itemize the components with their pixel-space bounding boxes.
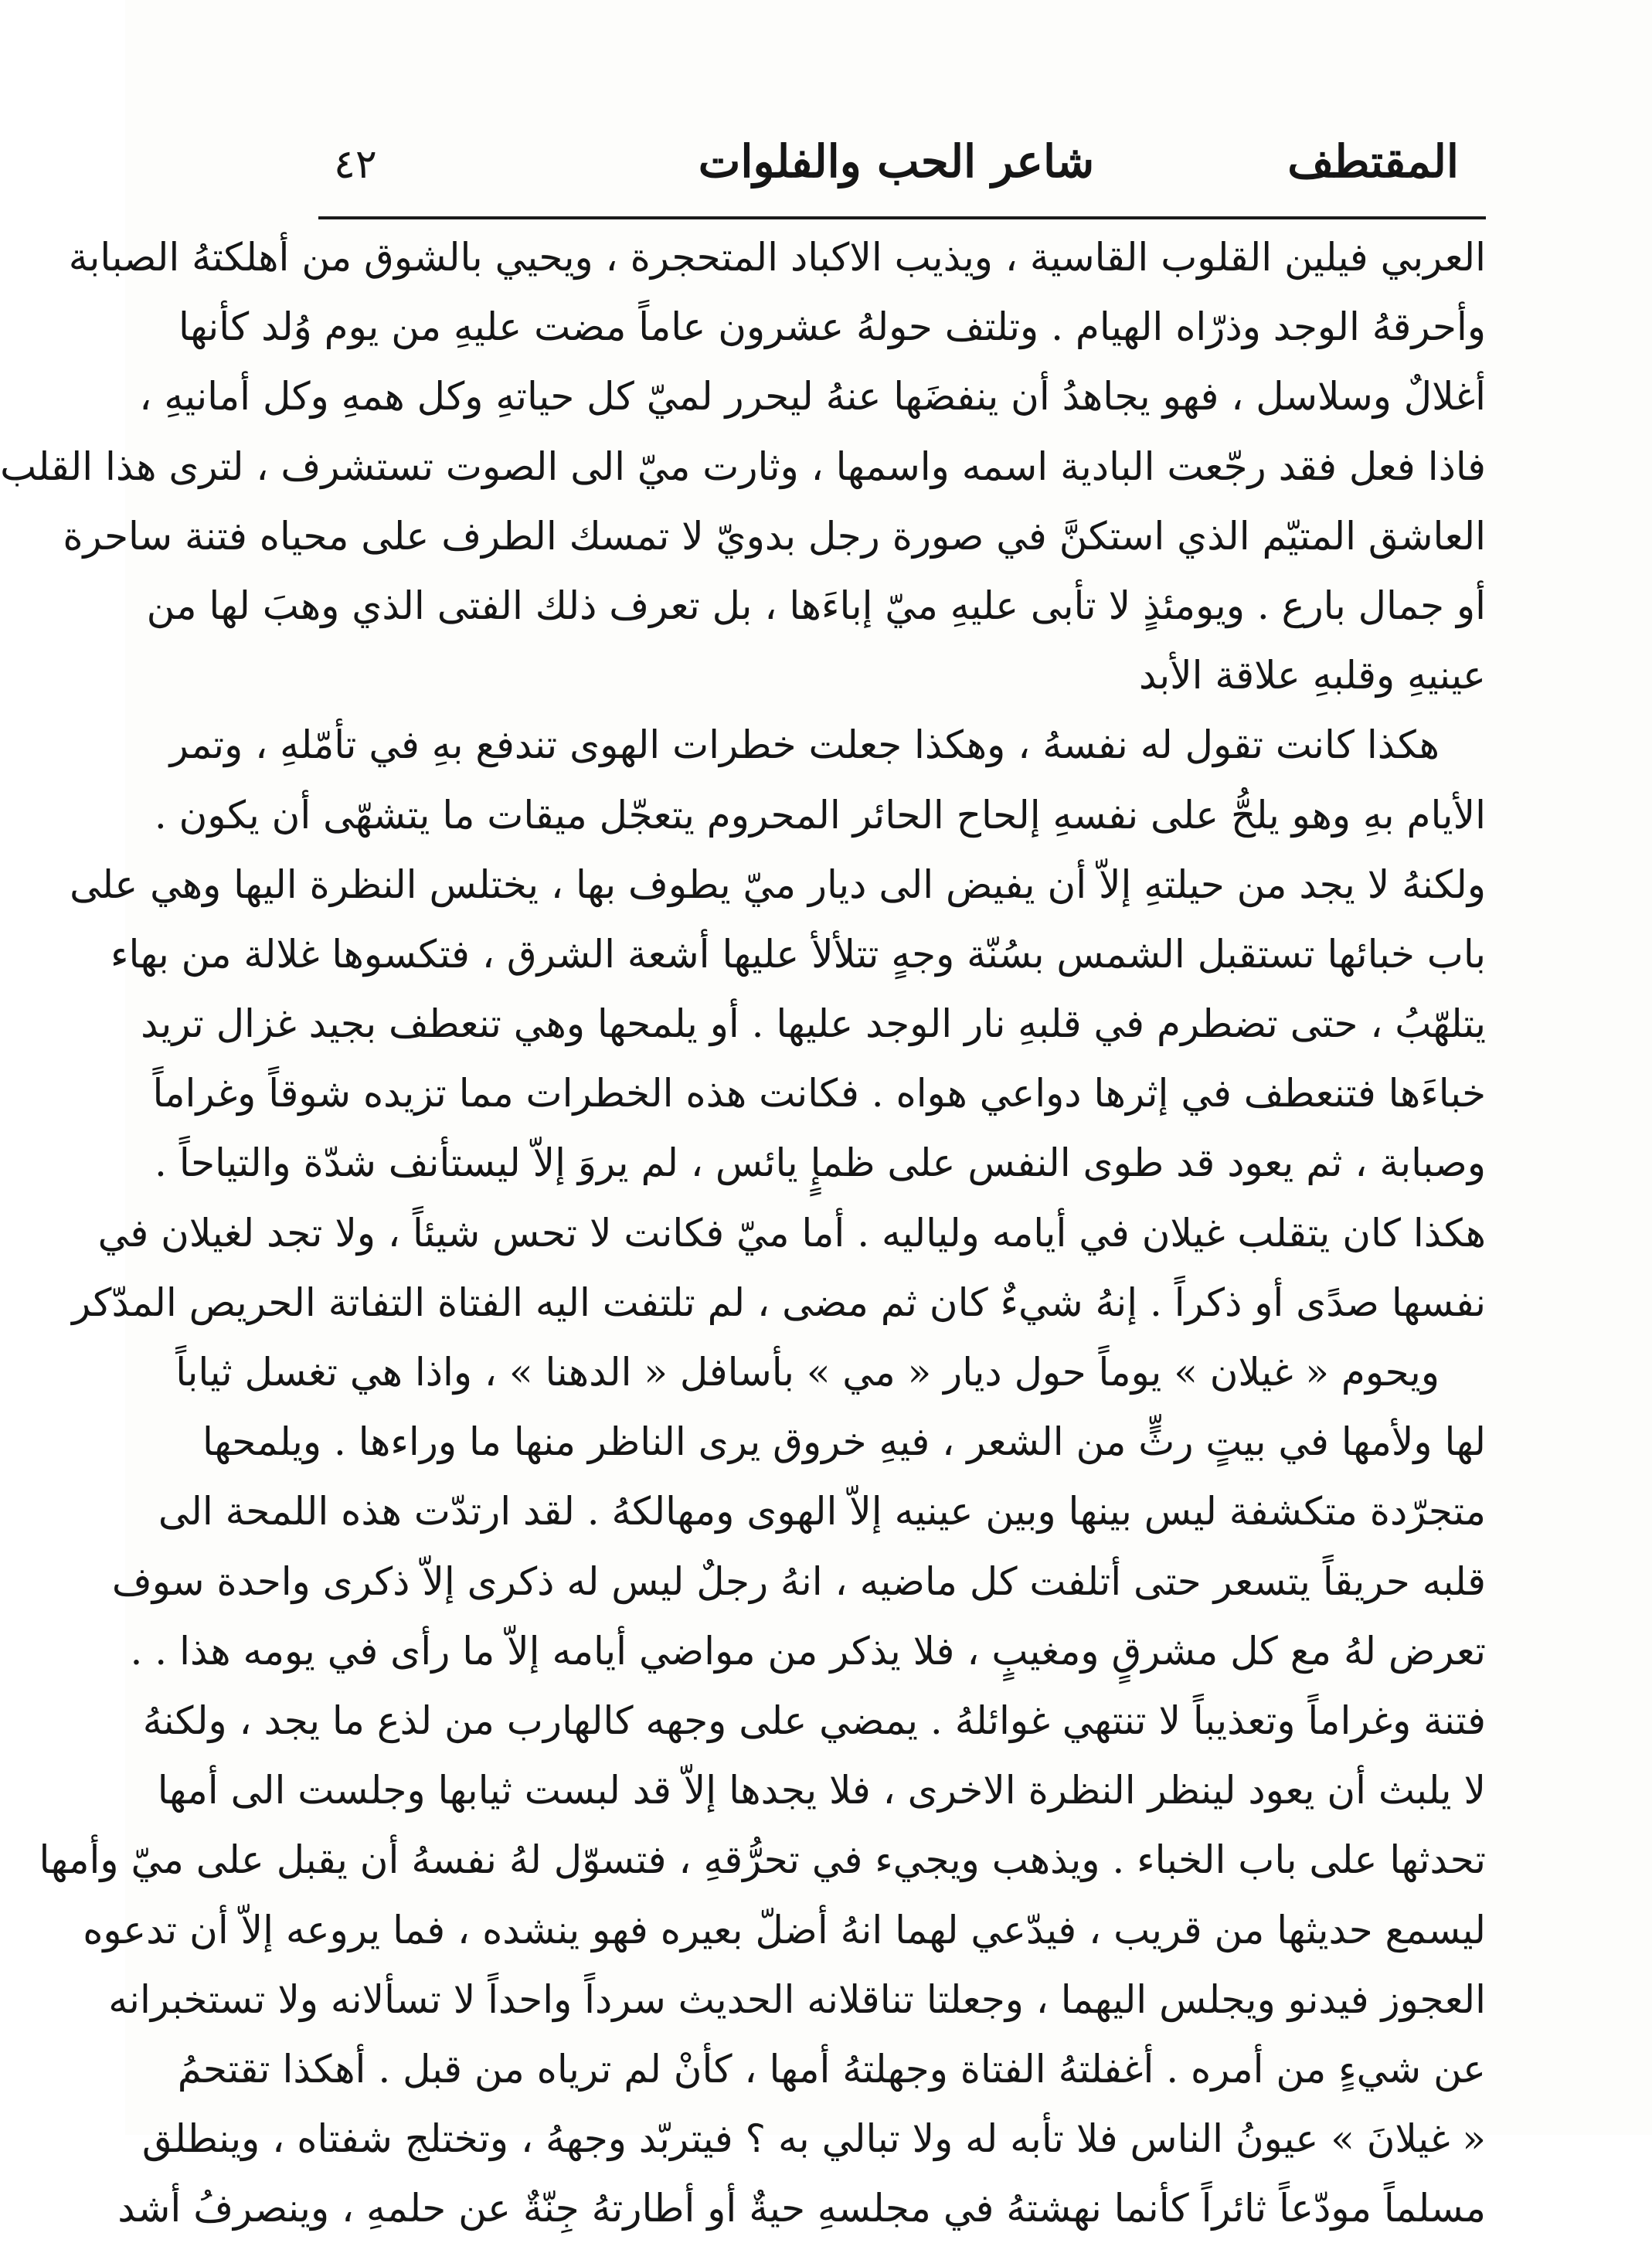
page-number: ٤٢ <box>334 141 377 188</box>
text-line: وأحرقهُ الوجد وذرّاه الهيام . وتلتف حولهُ عشرون عاماً مضت عليهِ من يوم وُلد كأنها <box>178 304 1486 350</box>
text-line: الأيام بهِ وهو يلحُّ على نفسهِ إلحاح الحائر المحروم يتعجّل ميقات ما يتشهّى أن يكون . <box>154 792 1486 838</box>
text-line: قلبه حريقاً يتسعر حتى أتلفت كل ماضيه ، انهُ رجلٌ ليس له ذكرى إلاّ ذكرى واحدة سوف <box>111 1558 1486 1604</box>
text-line: متجرّدة متكشفة ليس بينها وبين عينيه إلاّ الهوى ومهالكهُ . لقد ارتدّت هذه اللمحة الى <box>158 1489 1486 1534</box>
text-line: لا يلبث أن يعود لينظر النظرة الاخرى ، فلا يجدها إلاّ قد لبست ثيابها وجلست الى أمها <box>157 1768 1486 1813</box>
text-line: فاذا فعل فقد رجّعت البادية اسمه واسمها ، وثارت ميّ الى الصوت تستشرف ، لترى هذا القلب <box>0 444 1486 489</box>
text-line: هكذا كانت تقول له نفسهُ ، وهكذا جعلت خطرات الهوى تندفع بهِ في تأمّلهِ ، وتمر <box>169 722 1440 768</box>
text-line: تحدثها على باب الخباء . ويذهب ويجيء في تحرُّقهِ ، فتسوّل لهُ نفسهُ أن يقبل على ميّ وأمها <box>39 1837 1486 1883</box>
page-header <box>334 135 1459 205</box>
text-line: هكذا كان يتقلب غيلان في أيامه ولياليه . أما ميّ فكانت لا تحس شيئاً ، ولا تجد لغيلان في <box>97 1210 1486 1256</box>
text-line: ليسمع حديثها من قريب ، فيدّعي لهما انهُ أضلّ بعيره فهو ينشده ، فما يروعه إلاّ أن تدعوه <box>83 1907 1486 1952</box>
text-line: العربي فيلين القلوب القاسية ، ويذيب الاكباد المتحجرة ، ويحيي بالشوق من أهلكتهُ الصبابة <box>68 235 1486 280</box>
text-line: لها ولأمها في بيتٍ رثٍّ من الشعر ، فيهِ خروق يرى الناظر منها ما وراءها . ويلمحها <box>202 1419 1486 1465</box>
text-line: باب خبائها تستقبل الشمس بسُنّة وجهٍ تتلألأ عليها أشعة الشرق ، فتكسوها غلالة من بهاء <box>110 931 1486 977</box>
text-line: عن شيءٍ من أمره . أغفلتهُ الفتاة وجهلتهُ أمها ، كأنْ لم ترياه من قبل . أهكذا تقتحمُ <box>177 2046 1486 2092</box>
text-line: فتنة وغراماً وتعذيباً لا تنتهي غوائلهُ . يمضي على وجهه كالهارب من لذع ما يجد ، ولكنهُ <box>142 1698 1486 1743</box>
text-line: نفسها صدًى أو ذكراً . إنهُ شيءٌ كان ثم مضى ، لم تلتفت اليه الفتاة التفاتة الحريص المدّكر <box>72 1280 1486 1325</box>
text-line: « غيلانَ » عيونُ الناس فلا تأبه له ولا تبالي به ؟ فيتربّد وجههُ ، وتختلج شفتاه ، وينطلق <box>141 2116 1486 2162</box>
text-line: عينيهِ وقلبهِ علاقة الأبد <box>1138 653 1486 698</box>
text-line: وصبابة ، ثم يعود قد طوى النفس على ظمإٍ يائس ، لم يروَ إلاّ ليستأنف شدّة والتياحاً . <box>155 1140 1486 1186</box>
running-title: شاعر الحب والفلوات <box>698 135 1095 188</box>
text-line: ولكنهُ لا يجد من حيلتهِ إلاّ أن يفيض الى ديار ميّ يطوف بها ، يختلس النظرة اليها وهي على <box>70 862 1486 907</box>
text-line: أو جمال بارع . ويومئذٍ لا تأبى عليهِ ميّ إباءَها ، بل تعرف ذلك الفتى الذي وهبَ لها من <box>146 583 1486 628</box>
text-line: مسلماً مودّعاً ثائراً كأنما نهشتهُ في مجلسهِ حيةٌ أو أطارتهُ جِنّةٌ عن حلمهِ ، وينصرفُ أشد <box>117 2186 1486 2231</box>
header-rule <box>318 216 1486 219</box>
journal-name: المقتطف <box>1287 135 1459 188</box>
article-body <box>0 223 1486 2243</box>
text-line: يتلهّبُ ، حتى تضطرم في قلبهِ نار الوجد عليها . أو يلمحها وهي تنعطف بجيد غزال تريد <box>141 1001 1486 1047</box>
text-line: ويحوم « غيلان » يوماً حول ديار « مي » بأسافل « الدهنا » ، واذا هي تغسل ثياباً <box>175 1350 1440 1395</box>
text-line: العاشق المتيّم الذي استكنَّ في صورة رجل بدويّ لا تمسك الطرف على محياه فتنة ساحرة <box>63 513 1486 559</box>
text-line: العجوز فيدنو ويجلس اليهما ، وجعلتا تناقلانه الحديث سرداً واحداً لا تسألانه ولا تستخبرانه <box>108 1976 1486 2022</box>
text-line: أغلالٌ وسلاسل ، فهو يجاهدُ أن ينفضَها عنهُ ليحرر لميّ كل حياتهِ وكل همهِ وكل أمانيهِ ، <box>139 374 1486 420</box>
text-line: خباءَها فتنعطف في إثرها دواعي هواه . فكانت هذه الخطرات مما تزيده شوقاً وغراماً <box>152 1071 1486 1116</box>
text-line: تعرض لهُ مع كل مشرقٍ ومغيبٍ ، فلا يذكر من مواضي أيامه إلاّ ما رأى في يومه هذا . . <box>130 1628 1486 1674</box>
